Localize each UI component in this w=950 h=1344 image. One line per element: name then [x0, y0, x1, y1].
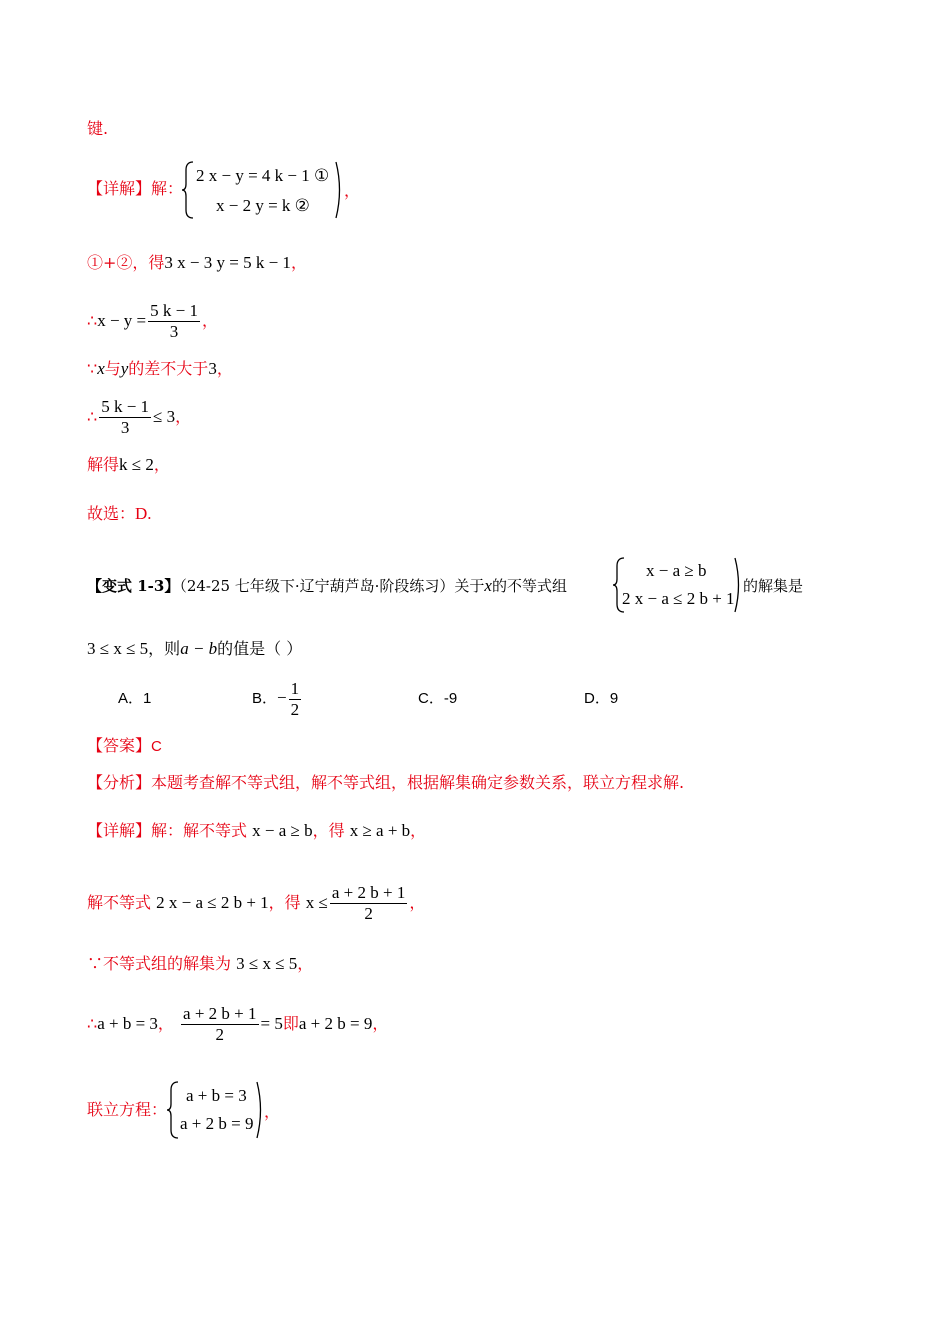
right-paren	[733, 556, 743, 614]
step-solve: 解得k ≤ 2，	[87, 455, 170, 474]
sol2-line-5-label: 联立方程：	[87, 1100, 168, 1119]
continued-text: 键.	[87, 119, 109, 138]
sol2-line-2: 解不等式 2 x − a ≤ 2 b + 1，得 x ≤ $\frac{a + 2 b + 1}{2}$ ，	[87, 883, 426, 923]
step-add: ①+②，得3 x − 3 y = 5 k − 1，	[87, 253, 307, 272]
step-diff: ∴x − y = $\frac{5 k - 1}{3}$ ，	[87, 301, 218, 341]
detail-label: 【详解】解：	[87, 179, 184, 198]
fraction: $\frac{a + 2 b + 1}{2}$	[331, 883, 406, 923]
system-eq-2: x − 2 y = k ②	[216, 196, 310, 215]
option-c[interactable]: C．-9	[418, 690, 458, 707]
comma: ，	[264, 1102, 281, 1121]
problem-sys-1: x − a ≥ b	[646, 561, 707, 580]
left-brace	[181, 160, 195, 220]
system-eq-1: 2 x − y = 4 k − 1 ①	[196, 166, 330, 185]
sol2-line-4: ∴a + b = 3， $\frac{a + 2 b + 1}{2}$ = 5即a + 2 b = 9，	[87, 1004, 389, 1044]
sol2-sys-2: a + 2 b = 9	[180, 1114, 254, 1133]
problem-sys-2: 2 x − a ≤ 2 b + 1	[622, 589, 735, 608]
option-b[interactable]: B．− $\frac{1}{2}$	[252, 678, 300, 719]
option-d[interactable]: D．9	[584, 690, 619, 707]
choice: 故选：D.	[87, 504, 152, 523]
sol2-sys-1: a + b = 3	[186, 1086, 247, 1105]
option-a[interactable]: A．1	[118, 690, 152, 707]
fraction: $\frac{1}{2}$	[290, 678, 300, 719]
answer: 【答案】C	[87, 736, 162, 755]
left-brace	[166, 1080, 180, 1140]
problem-line-2: 3 ≤ x ≤ 5，则a − b的值是（ ）	[87, 639, 303, 658]
right-paren	[334, 160, 344, 220]
comma: ，	[344, 181, 361, 200]
condition: ∵x与y的差不大于3，	[87, 359, 233, 378]
problem-stem: 【变式 1-3】（24-25 七年级下·辽宁葫芦岛·阶段练习）关于x的不等式组	[87, 576, 567, 595]
analysis: 【分析】本题考查解不等式组，解不等式组，根据解集确定参数关系，联立方程求解.	[87, 773, 685, 792]
step-ineq: ∴ $\frac{5 k - 1}{3}$ ≤ 3，	[87, 397, 192, 437]
problem-stem-end: 的解集是	[743, 577, 804, 595]
sol2-line-1: 【详解】解：解不等式 x − a ≥ b，得 x ≥ a + b，	[87, 821, 427, 840]
fraction: $\frac{5 k - 1}{3}$	[150, 301, 198, 341]
sol2-line-3: ∵不等式组的解集为 3 ≤ x ≤ 5，	[87, 954, 314, 973]
fraction: $\frac{a + 2 b + 1}{2}$	[183, 1004, 257, 1044]
fraction: $\frac{5 k - 1}{3}$	[101, 397, 150, 437]
